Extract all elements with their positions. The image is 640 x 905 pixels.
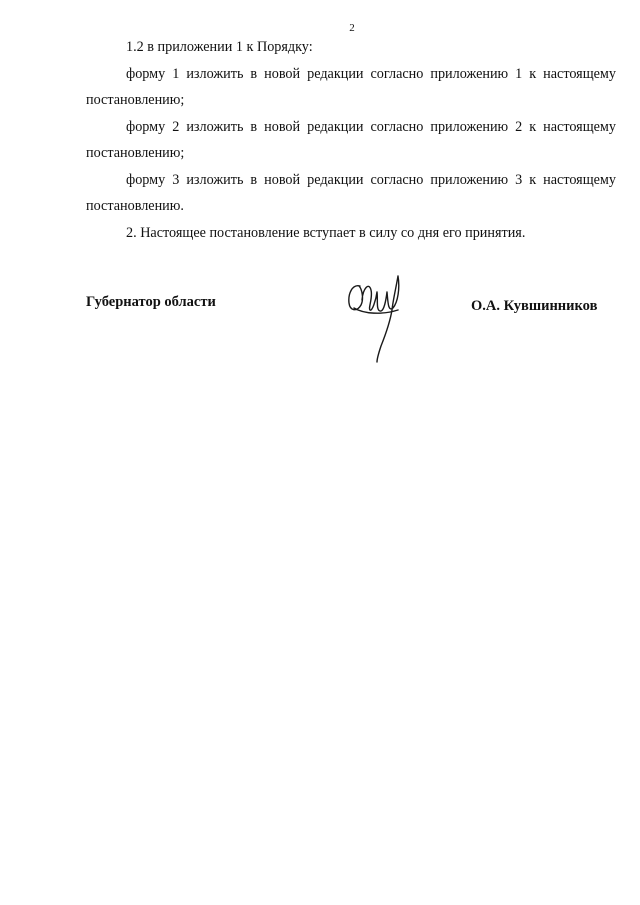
signatory-name: О.А. Кувшинников [471, 298, 598, 314]
paragraph-form-3: форму 3 изложить в новой редакции согласно приложению 3 к настоящему постановлению. [86, 171, 616, 214]
paragraph-form-2: форму 2 изложить в новой редакции согласно приложению 2 к настоящему постановлению; [86, 118, 616, 161]
paragraph-form-1: форму 1 изложить в новой редакции согласно приложению 1 к настоящему постановлению; [86, 65, 616, 108]
paragraph-effective-date: 2. Настоящее постановление вступает в силу со дня его принятия. [126, 224, 526, 241]
signatory-position: Губернатор области [86, 294, 216, 310]
handwritten-signature [338, 270, 410, 366]
document-body [86, 34, 616, 246]
page-number: 2 [349, 22, 355, 34]
paragraph-clause-1-2: 1.2 в приложении 1 к Порядку: [126, 39, 313, 55]
